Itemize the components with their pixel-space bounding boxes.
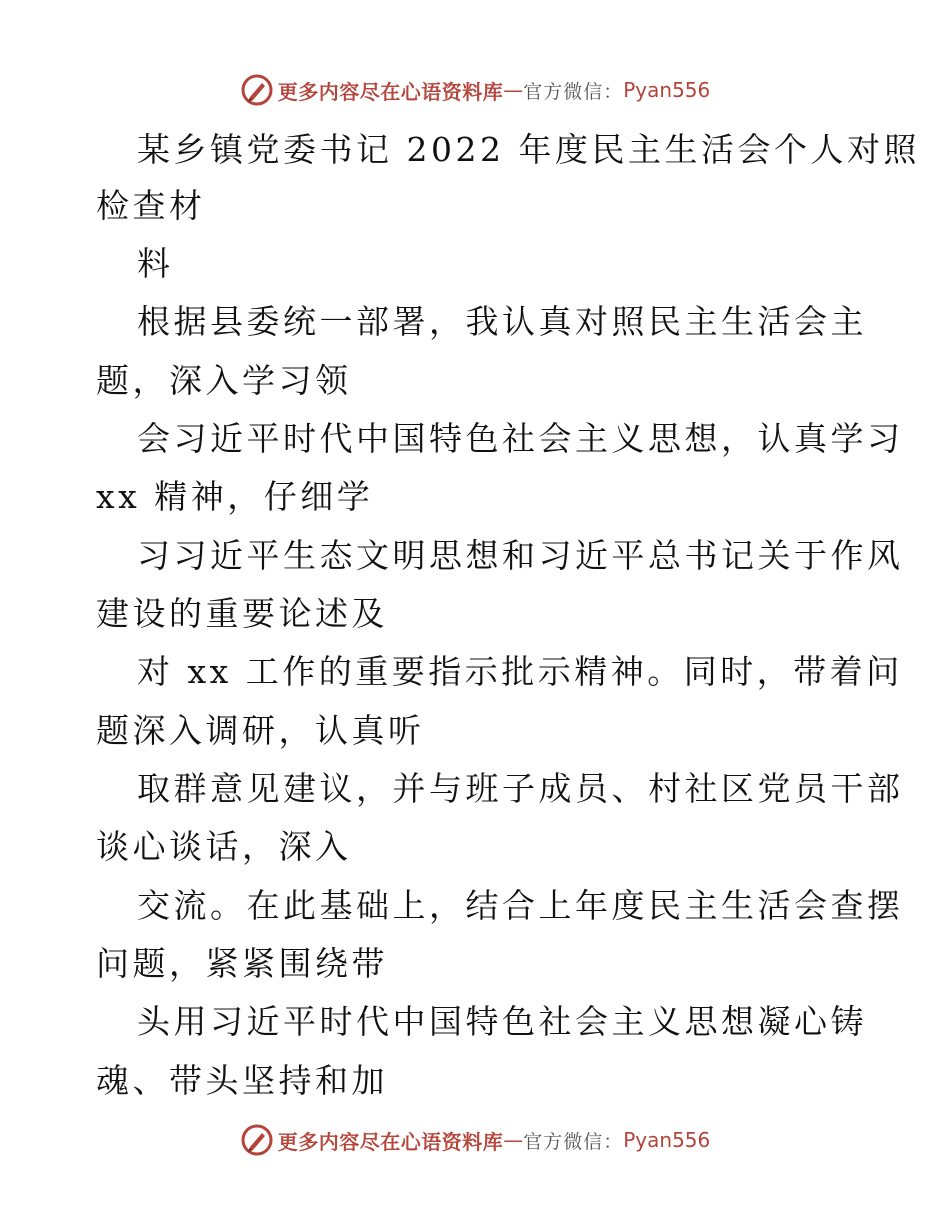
banner-separator: —: [503, 78, 524, 102]
doc-line: 会习近平时代中国特色社会主义思想，认真学习: [137, 419, 904, 458]
doc-line: xx 精神，仔细学: [96, 477, 374, 516]
banner-wechat-label: 官方微信：: [523, 1130, 624, 1153]
pen-logo-icon: [240, 1123, 274, 1157]
doc-line: 取群意见建议，并与班子成员、村社区党员干部: [137, 769, 904, 808]
doc-line: 魂、带头坚持和加: [96, 1061, 388, 1100]
banner-title: 更多内容尽在心语资料库: [277, 1129, 504, 1154]
doc-line: 检查材: [96, 186, 206, 225]
doc-line: 料: [137, 244, 174, 283]
doc-line: 交流。在此基础上，结合上年度民主生活会查摆: [137, 886, 904, 925]
banner-separator: —: [503, 1128, 524, 1152]
doc-line: 题深入调研，认真听: [96, 711, 425, 750]
doc-line: 根据县委统一部署，我认真对照民主生活会主: [137, 302, 867, 341]
banner-wechat-label: 官方微信：: [523, 80, 624, 103]
doc-line: 建设的重要论述及: [96, 594, 388, 633]
header-banner: [0, 70, 950, 110]
doc-line: 头用习近平时代中国特色社会主义思想凝心铸: [137, 1002, 867, 1041]
pen-logo-icon: [240, 73, 274, 107]
banner-wechat-id: Pyan556: [623, 78, 711, 102]
doc-line: 问题，紧紧围绕带: [96, 944, 388, 983]
doc-line: 谈心谈话，深入: [96, 827, 352, 866]
banner-wechat-id: Pyan556: [623, 1128, 711, 1152]
doc-line: 对 xx 工作的重要指示批示精神。同时，带着问: [137, 652, 903, 691]
doc-line: 某乡镇党委书记 2022 年度民主生活会个人对照: [137, 130, 920, 169]
banner-title: 更多内容尽在心语资料库: [277, 79, 504, 104]
doc-line: 题，深入学习领: [96, 361, 352, 400]
footer-banner: [0, 1120, 950, 1160]
doc-line: 习习近平生态文明思想和习近平总书记关于作风: [137, 536, 904, 575]
